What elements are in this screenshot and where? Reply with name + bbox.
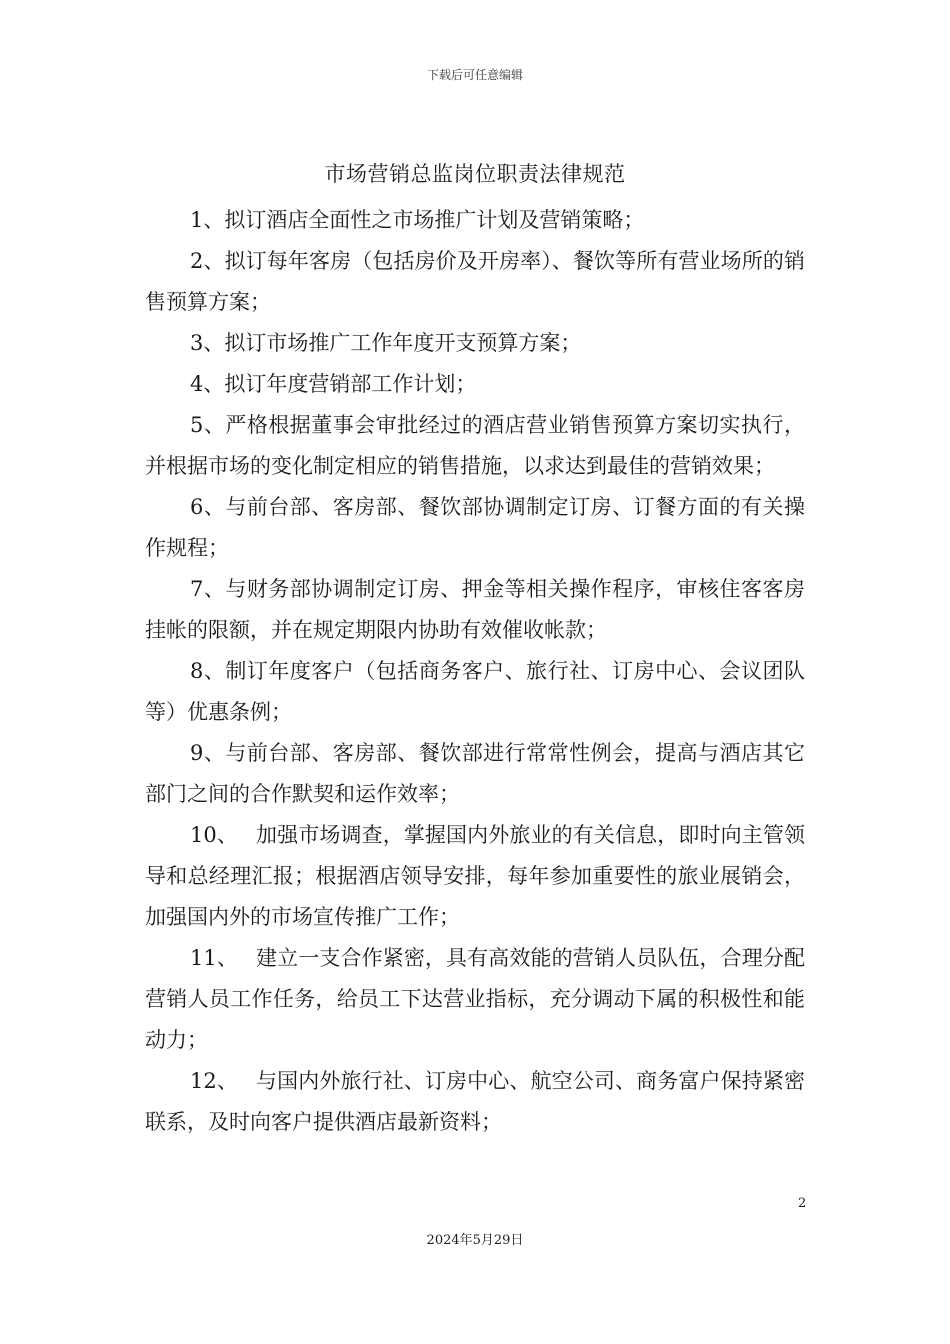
- clause-number: 3、: [190, 331, 225, 355]
- clause-text: 与前台部、客房部、餐饮部协调制定订房、订餐方面的有关操作规程；: [145, 495, 805, 560]
- clause-5: [145, 405, 805, 487]
- page-number: 2: [798, 1196, 807, 1211]
- clause-9: [145, 733, 805, 815]
- clause-3: [145, 323, 805, 364]
- header-note: 下载后可任意编辑: [426, 68, 523, 82]
- clause-text: 与财务部协调制定订房、押金等相关操作程序，审核住客客房挂帐的限额，并在规定期限内协助有效催收帐款；: [145, 577, 805, 642]
- clause-text: 拟订酒店全面性之市场推广计划及营销策略；: [224, 208, 645, 232]
- clause-number: 11、: [190, 946, 238, 970]
- clause-2: [145, 241, 805, 323]
- clause-number: 9、: [190, 741, 226, 765]
- clause-6: [145, 487, 805, 569]
- clause-8: [145, 651, 805, 733]
- clause-1: [145, 200, 805, 241]
- clause-text: 严格根据董事会审批经过的酒店营业销售预算方案切实执行，并根据市场的变化制定相应的销售措施，以求达到最佳的营销效果；: [145, 413, 805, 478]
- clause-text: 拟订年度营销部工作计划；: [224, 372, 477, 396]
- clause-text: 制订年度客户（包括商务客户、旅行社、订房中心、会议团队等）优惠条例；: [145, 659, 805, 724]
- clause-text: 拟订市场推广工作年度开支预算方案；: [224, 331, 582, 355]
- clause-10: [145, 815, 805, 938]
- clause-12: [145, 1061, 805, 1143]
- clause-text: 与国内外旅行社、订房中心、航空公司、商务富户保持紧密联系，及时向客户提供酒店最新资料；: [145, 1069, 805, 1134]
- clause-7: [145, 569, 805, 651]
- footer-date: 2024年5月29日: [426, 1233, 524, 1248]
- clause-text: 与前台部、客房部、餐饮部进行常常性例会，提高与酒店其它部门之间的合作默契和运作效率；: [145, 741, 805, 806]
- clause-text: 拟订每年客房（包括房价及开房率）、餐饮等所有营业场所的销售预算方案；: [145, 249, 805, 314]
- clause-text: 建立一支合作紧密，具有高效能的营销人员队伍，合理分配营销人员工作任务，给员工下达营业指标，充分调动下属的积极性和能动力；: [145, 946, 805, 1052]
- clause-number: 4、: [190, 372, 225, 396]
- clause-number: 7、: [190, 577, 226, 601]
- clause-number: 12、: [190, 1069, 238, 1093]
- clause-number: 1、: [190, 208, 225, 232]
- document-body: [145, 200, 805, 1143]
- clause-number: 2、: [190, 249, 225, 273]
- clause-number: 5、: [190, 413, 226, 437]
- clause-number: 10、: [190, 823, 238, 847]
- document-title: 市场营销总监岗位职责法律规范: [324, 162, 626, 186]
- clause-4: [145, 364, 805, 405]
- clause-11: [145, 938, 805, 1061]
- clause-text: 加强市场调查，掌握国内外旅业的有关信息，即时向主管领导和总经理汇报；根据酒店领导安排，每年参加重要性的旅业展销会，加强国内外的市场宣传推广工作；: [145, 823, 805, 929]
- clause-number: 8、: [190, 659, 226, 683]
- clause-number: 6、: [190, 495, 226, 519]
